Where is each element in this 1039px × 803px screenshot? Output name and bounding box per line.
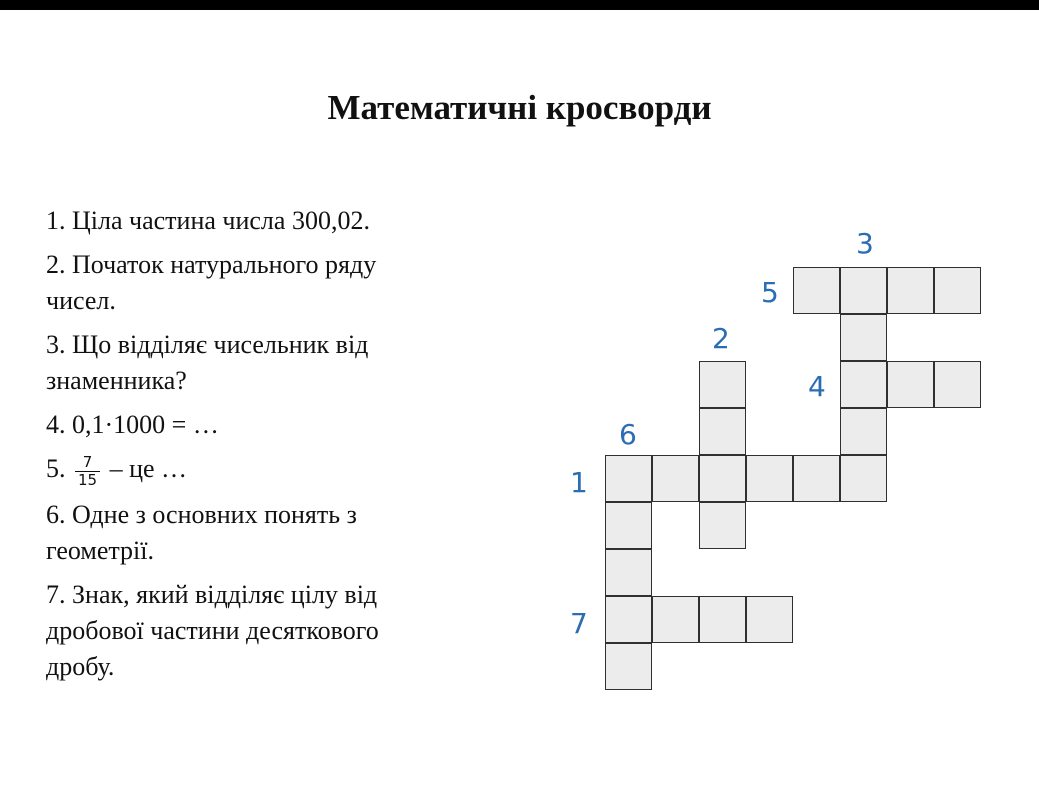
clue-number: 2. — [46, 250, 66, 279]
crossword-cell[interactable] — [605, 643, 652, 690]
fraction — [75, 454, 100, 489]
clue-2 — [46, 247, 436, 319]
crossword-cell[interactable] — [699, 502, 746, 549]
crossword-cell[interactable] — [840, 361, 887, 408]
crossword-label-3: 3 — [856, 227, 874, 260]
crossword-label-6: 6 — [619, 418, 637, 451]
clue-text: Ціла частина числа 300,02. — [72, 206, 370, 235]
crossword-cell[interactable] — [840, 267, 887, 314]
clue-5 — [46, 451, 436, 489]
crossword-cell[interactable] — [934, 361, 981, 408]
clue-list — [46, 203, 436, 693]
top-bar — [0, 0, 1039, 10]
crossword-cell[interactable] — [934, 267, 981, 314]
clue-7 — [46, 577, 436, 685]
crossword-cell[interactable] — [699, 596, 746, 643]
fraction-numerator: 7 — [75, 454, 100, 472]
crossword-grid — [560, 220, 1000, 710]
crossword-cell[interactable] — [887, 361, 934, 408]
crossword-cell[interactable] — [605, 502, 652, 549]
clue-4 — [46, 407, 436, 443]
crossword-cell[interactable] — [840, 314, 887, 361]
clue-number: 5. — [46, 454, 66, 483]
crossword-cell[interactable] — [746, 455, 793, 502]
crossword-cell[interactable] — [699, 361, 746, 408]
clue-number: 4. — [46, 410, 66, 439]
crossword-cell[interactable] — [887, 267, 934, 314]
clue-text: Що відділяє чисельник від знаменника? — [46, 330, 369, 395]
crossword-label-1: 1 — [570, 466, 588, 499]
crossword-cell[interactable] — [746, 596, 793, 643]
clue-1 — [46, 203, 436, 239]
crossword-cell[interactable] — [793, 267, 840, 314]
crossword-cell[interactable] — [605, 549, 652, 596]
crossword-cell[interactable] — [652, 596, 699, 643]
clue-text: 0,1·1000 = … — [72, 410, 219, 439]
crossword-label-5: 5 — [761, 276, 779, 309]
clue-text: – це … — [109, 454, 188, 483]
crossword-label-2: 2 — [712, 322, 730, 355]
crossword-cell[interactable] — [652, 455, 699, 502]
clue-number: 1. — [46, 206, 66, 235]
clue-number: 6. — [46, 499, 66, 529]
clue-text: Одне з основних понять з геометрії. — [46, 499, 357, 565]
clue-text: Знак, який відділяє цілу від дробової частини десяткового дробу. — [46, 579, 379, 681]
crossword-cell[interactable] — [699, 408, 746, 455]
crossword-label-4: 4 — [808, 370, 826, 403]
crossword-label-7: 7 — [570, 607, 588, 640]
clue-text: Початок натурального ряду чисел. — [46, 250, 377, 315]
clue-6 — [46, 497, 436, 569]
crossword-cell[interactable] — [793, 455, 840, 502]
fraction-denominator: 15 — [78, 470, 98, 489]
crossword-cell[interactable] — [605, 596, 652, 643]
clue-number: 3. — [46, 330, 66, 359]
clue-number: 7. — [46, 579, 66, 609]
crossword-cell[interactable] — [840, 455, 887, 502]
page-title: Математичні кросворди — [327, 88, 712, 127]
crossword-cell[interactable] — [699, 455, 746, 502]
crossword-cell[interactable] — [605, 455, 652, 502]
crossword-cell[interactable] — [840, 408, 887, 455]
clue-3 — [46, 327, 436, 399]
